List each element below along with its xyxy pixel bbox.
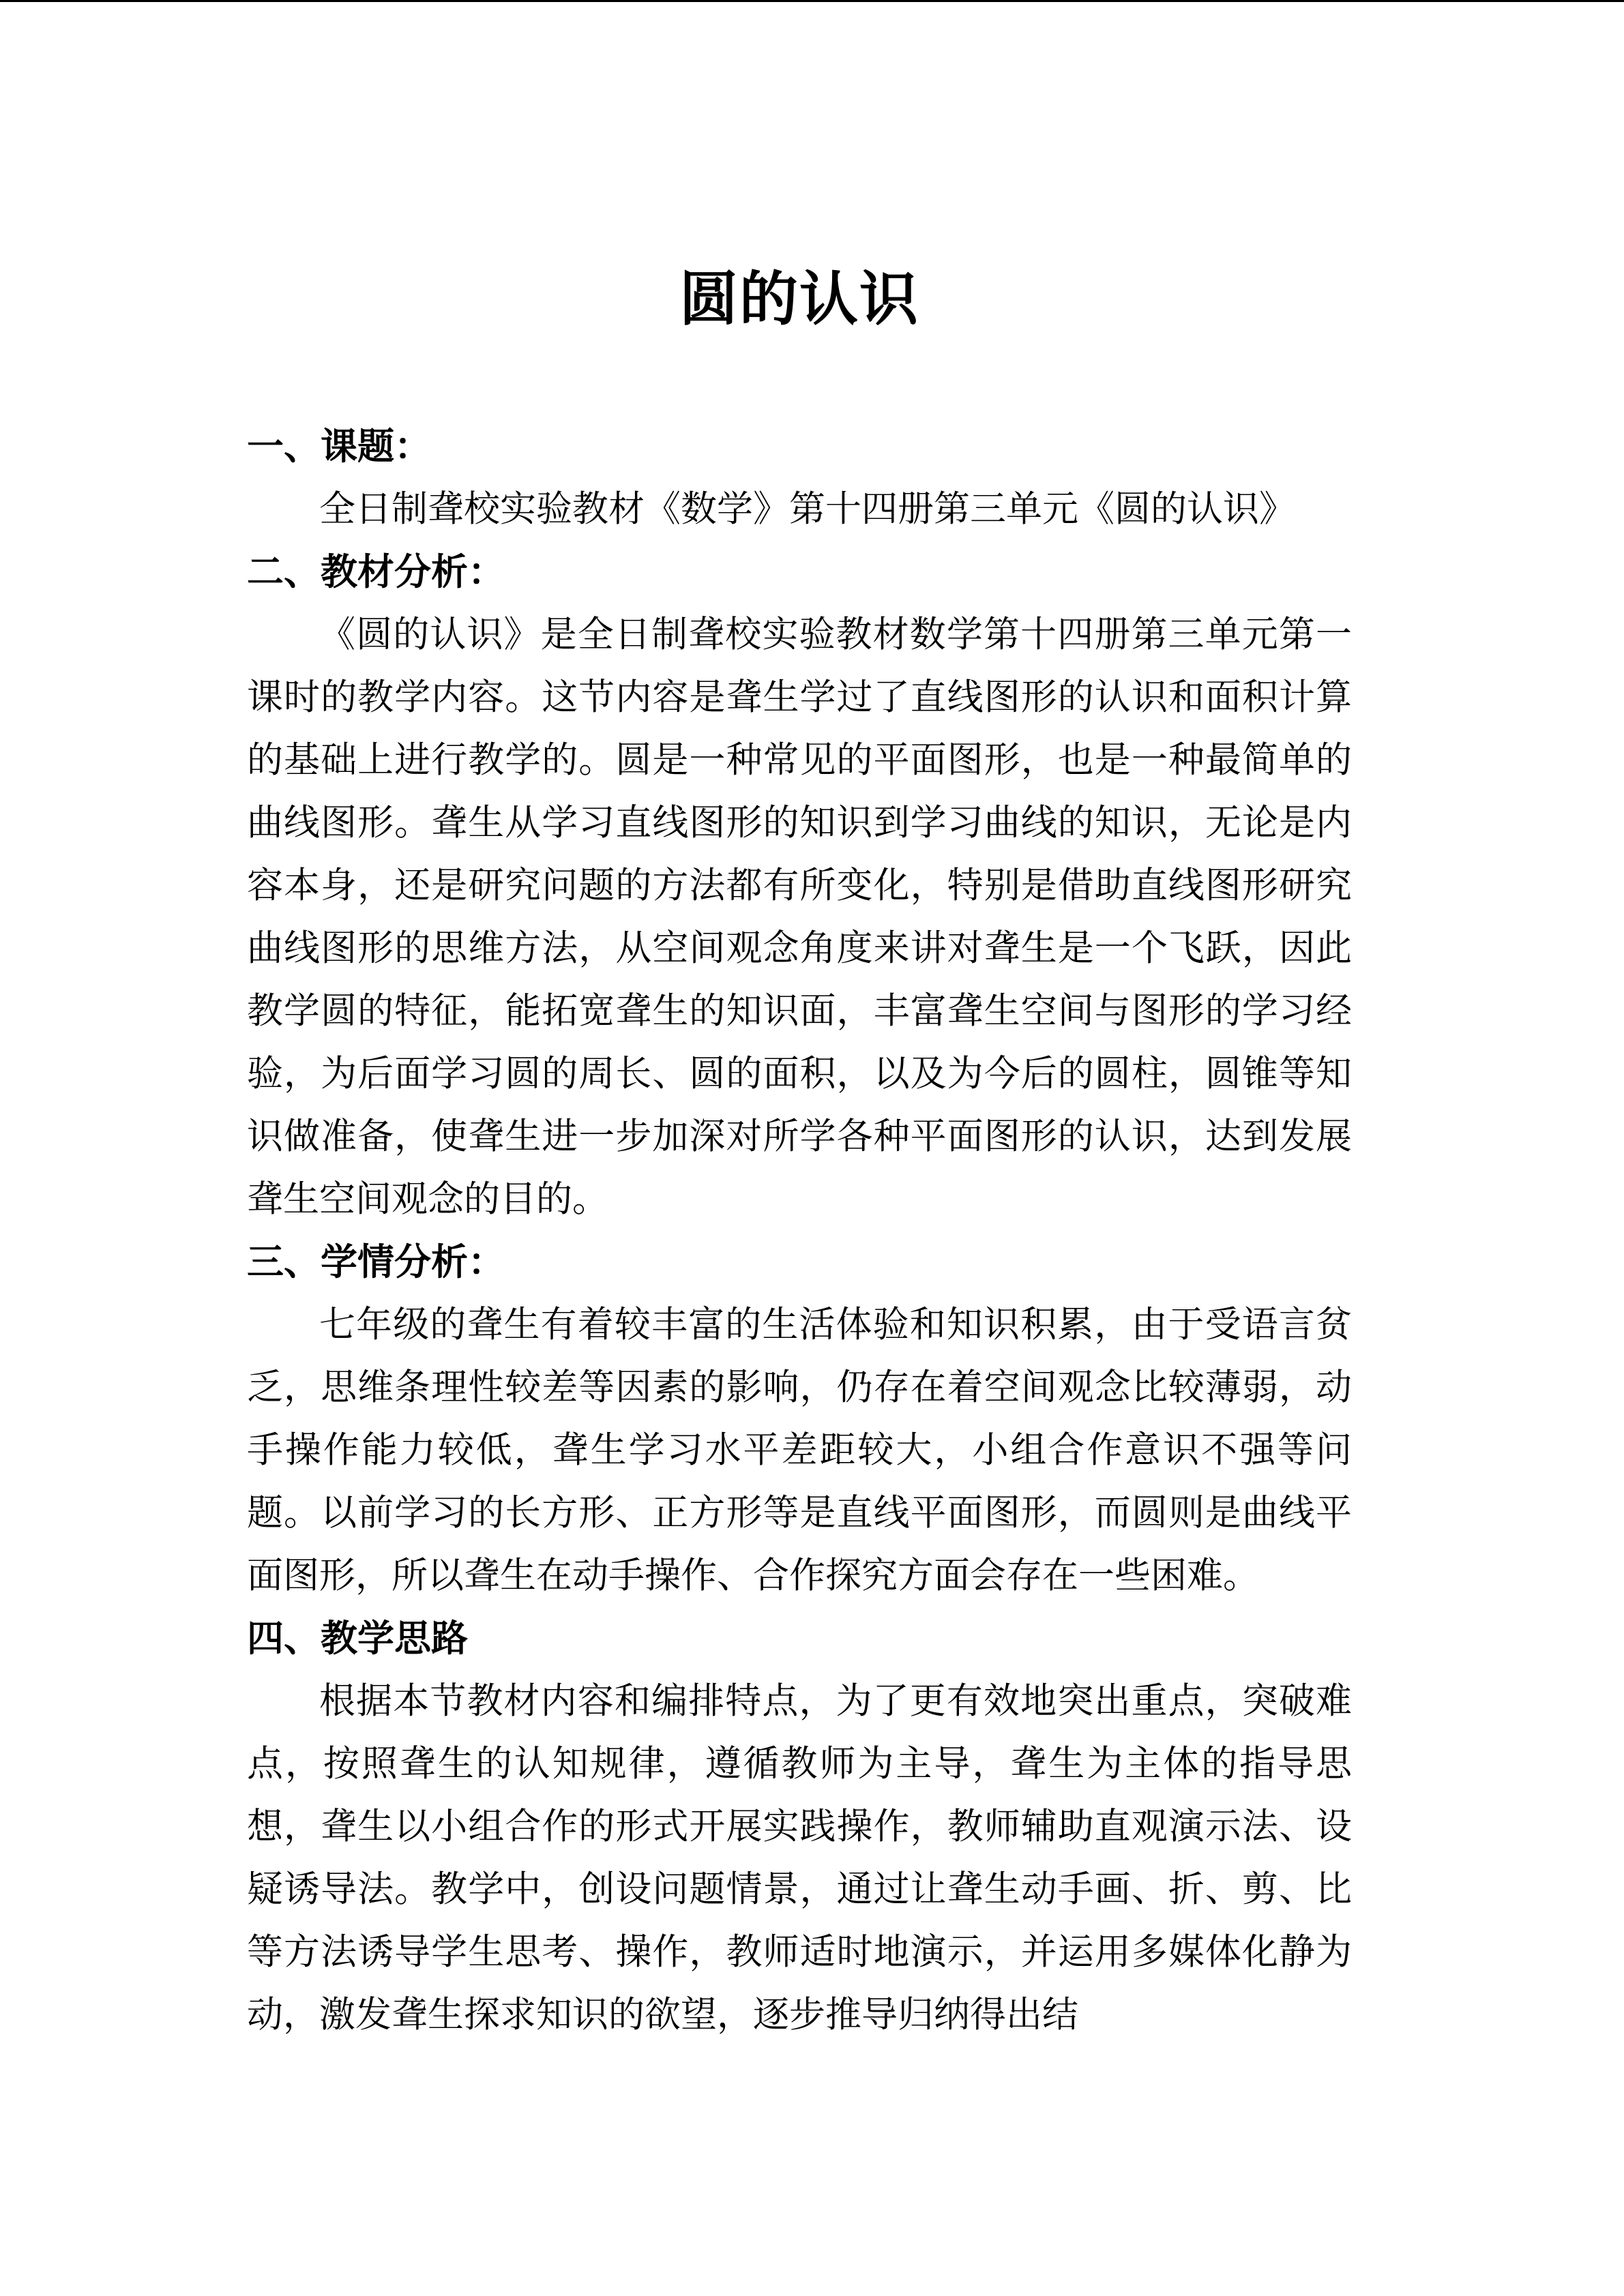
section-body-topic: 全日制聋校实验教材《数学》第十四册第三单元《圆的认识》 — [319, 488, 1295, 530]
section-heading-student-analysis: 三、学情分析： — [247, 1240, 505, 1283]
section-textbook-analysis — [247, 541, 1352, 1231]
section-heading-topic: 一、课题： — [247, 425, 431, 468]
section-topic — [247, 415, 1352, 541]
document-title: 圆的认识 — [679, 265, 919, 333]
section-student-analysis — [247, 1231, 1352, 1607]
section-teaching-approach — [247, 1607, 1352, 2046]
section-body-student-analysis: 七年级的聋生有着较丰富的生活体验和知识积累，由于受语言贫乏，思维条理性较差等因素的影响，仍存在着空间观念比较薄弱，动手操作能力较低，聋生学习水平差距较大，小组合作意识不强等问题。以前学习的长方形、正方形等是直线平面图形，而圆则是曲线平面图形，所以聋生在动手操作、合作探究方面会存在一些困难。 — [247, 1304, 1352, 1596]
document-content — [247, 258, 1352, 2046]
section-body-teaching-approach: 根据本节教材内容和编排特点，为了更有效地突出重点，突破难点，按照聋生的认知规律，遵循教师为主导，聋生为主体的指导思想，聋生以小组合作的形式开展实践操作，教师辅助直观演示法、设疑诱导法。教学中，创设问题情景，通过让聋生动手画、折、剪、比等方法诱导学生思考、操作，教师适时地演示，并运用多媒体化静为动，激发聋生探求知识的欲望，逐步推导归纳得出结 — [247, 1680, 1352, 2036]
section-body-textbook-analysis: 《圆的认识》是全日制聋校实验教材数学第十四册第三单元第一课时的教学内容。这节内容是聋生学过了直线图形的认识和面积计算的基础上进行教学的。圆是一种常见的平面图形，也是一种最简单的曲线图形。聋生从学习直线图形的知识到学习曲线的知识，无论是内容本身，还是研究问题的方法都有所变化，特别是借助直线图形研究曲线图形的思维方法，从空间观念角度来讲对聋生是一个飞跃，因此教学圆的特征，能拓宽聋生的知识面，丰富聋生空间与图形的学习经验，为后面学习圆的周长、圆的面积，以及为今后的圆柱，圆锥等知识做准备，使聋生进一步加深对所学各种平面图形的认识，达到发展聋生空间观念的目的。 — [247, 614, 1352, 1220]
section-heading-teaching-approach: 四、教学思路 — [247, 1617, 468, 1660]
section-heading-textbook-analysis: 二、教材分析： — [247, 550, 505, 593]
